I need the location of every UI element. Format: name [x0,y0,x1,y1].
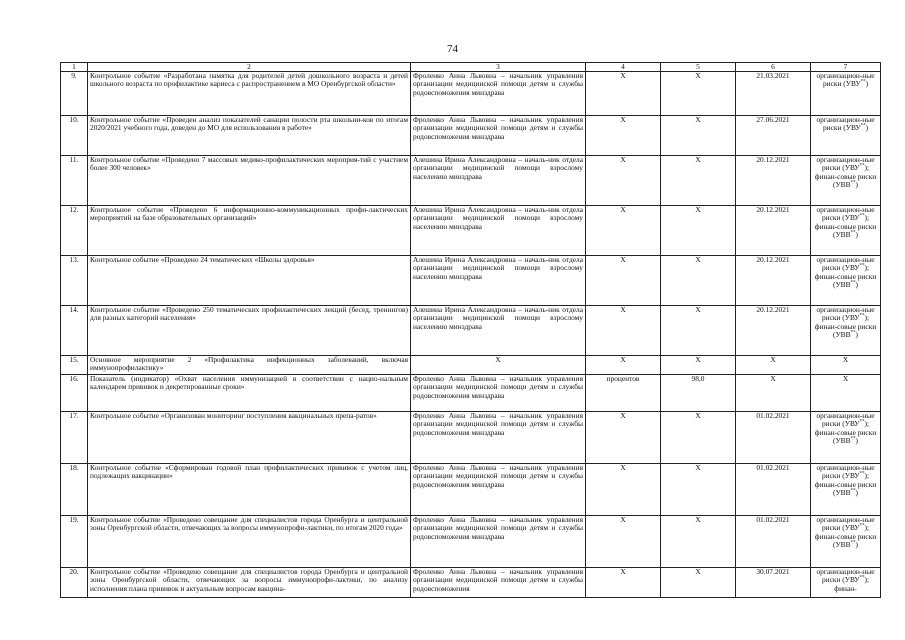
row-risks [811,568,881,598]
row-value: X [661,356,736,375]
risk-text: ) [855,279,859,289]
risk-text: ) [855,329,859,339]
row-description: Контрольное событие «Организован мониторинг поступления вакцинальных препа-ратов» [88,412,411,464]
row-number: 13. [61,256,88,306]
risk-text: ); финан-совые риски (УВВ [814,213,877,239]
table-row [61,116,881,156]
risk-text: организацион-ные риски (УВУ [816,463,875,481]
row-value: X [661,464,736,516]
risk-superscript: ** [859,575,865,581]
row-number: 10. [61,116,88,156]
row-description: Контрольное событие «Сформирован годовой план профилактических прививок с учетом лиц, подлежащих вакцинации» [88,464,411,516]
row-responsible: Алешина Ирина Александровна – началь-ник отдела организации медицинской помощи взрослому населению минздрава [411,256,586,306]
table-row [61,256,881,306]
table-row [61,568,881,598]
risk-text: организацион-ные риски (УВУ [816,515,875,533]
risk-text: организацион-ные риски (УВУ [816,71,875,89]
risk-superscript: ** [850,280,856,286]
table-row [61,206,881,256]
risk-text: ); финан-совые риски (УВВ [814,313,877,339]
row-date: 20.12.2021 [736,256,811,306]
row-responsible: Алешина Ирина Александровна – началь-ник отдела организации медицинской помощи взрослому населению минздрава [411,206,586,256]
row-value: X [661,516,736,568]
row-date: 01.02.2021 [736,412,811,464]
row-responsible: X [411,356,586,375]
header-col-4: 4 [586,63,661,72]
row-responsible: Фроленко Анна Львовна – начальник управления организации медицинской помощи детям и службы родовспоможения минздрава [411,116,586,156]
header-col-6: 6 [736,63,811,72]
risk-superscript: ** [859,163,865,169]
risk-superscript: ** [859,313,865,319]
row-description: Основное мероприятие 2 «Профилактика инфекционных заболеваний, включая иммунопрофилактику» [88,356,411,375]
row-responsible: Фроленко Анна Львовна – начальник управления организации медицинской помощи детям и службы родовспоможения минздрава [411,375,586,412]
row-responsible: Фроленко Анна Львовна – начальник управления организации медицинской помощи детям и службы родовспоможения минздрава [411,412,586,464]
row-description: Контрольное событие «Проведено совещание для специалистов города Оренбурга и центральной зоны Оренбургской области, отвечающих за вопросы иммунопрофи-лактики, по анализу исполнения плана прививок и актуальным вопросам вакцина- [88,568,411,598]
row-number: 12. [61,206,88,256]
row-value: 98,0 [661,375,736,412]
header-col-1: 1 [61,63,88,72]
row-description: Контрольное событие «Проведено совещание для специалистов города Оренбурга и центральной зоны Оренбургской области, отвечающих за вопросы иммунопрофи-лактики, по итогам 2020 года» [88,516,411,568]
row-number: 18. [61,464,88,516]
risk-text: ) [855,487,859,497]
row-date: 20.12.2021 [736,156,811,206]
row-risks [811,356,881,375]
table-row [61,412,881,464]
row-description: Контрольное событие «Разработана памятка для родителей детей дошкольного возраста и детей школьного возраста по профилактике кариеса с распространением в МО Оренбургской области» [88,72,411,116]
header-col-2: 2 [88,63,411,72]
table-row [61,72,881,116]
risk-superscript: ** [850,330,856,336]
table-row [61,156,881,206]
row-risks [811,464,881,516]
row-risks [811,256,881,306]
row-number: 17. [61,412,88,464]
risk-text: организацион-ные риски (УВУ [816,305,875,323]
risk-text: ) [855,229,859,239]
row-number: 14. [61,306,88,356]
row-risks [811,156,881,206]
row-description: Контрольное событие «Проведено 250 тематических профилактических лекций (бесед, тренингов) для разных категорий населения» [88,306,411,356]
row-responsible: Фроленко Анна Львовна – начальник управления организации медицинской помощи детям и службы родовспоможения [411,568,586,598]
row-date: 01.02.2021 [736,516,811,568]
risk-text: ) [865,123,869,133]
table-row [61,464,881,516]
row-unit: процентов [586,375,661,412]
risk-text: ) [855,435,859,445]
page-number: 74 [447,43,458,55]
row-risks [811,72,881,116]
risk-superscript: ** [859,263,865,269]
row-unit: X [586,306,661,356]
row-value: X [661,206,736,256]
row-description: Контрольное событие «Проведено 7 массовых медико-профилактических мероприя-тий с участием более 300 человек» [88,156,411,206]
row-date: 30.07.2021 [736,568,811,598]
risk-text: ); финан-совые риски (УВВ [814,163,877,189]
risk-superscript: ** [859,213,865,219]
row-risks [811,375,881,412]
table-row [61,516,881,568]
row-unit: X [586,156,661,206]
row-unit: X [586,412,661,464]
row-description: Контрольное событие «Проведено 24 тематических «Школы здоровья» [88,256,411,306]
risk-text: организацион-ные риски (УВУ [816,155,875,173]
row-responsible: Фроленко Анна Львовна – начальник управления организации медицинской помощи детям и службы родовспоможения минздрава [411,72,586,116]
risk-text: ); финан-совые риски (УВВ [814,471,877,497]
row-number: 16. [61,375,88,412]
row-value: X [661,256,736,306]
row-date: 21.03.2021 [736,72,811,116]
risk-superscript: ** [859,471,865,477]
row-unit: X [586,116,661,156]
row-value: X [661,306,736,356]
row-description: Контрольное событие «Проведен анализ показателей санации полости рта школьни-ков по итогам 2020/2021 учебного года, доведен до МО для использования в работе» [88,116,411,156]
row-date: X [736,375,811,412]
header-col-3: 3 [411,63,586,72]
row-unit: X [586,464,661,516]
row-value: X [661,156,736,206]
row-responsible: Алешина Ирина Александровна – началь-ник отдела организации медицинской помощи взрослому населению минздрава [411,306,586,356]
row-value: X [661,116,736,156]
risk-text: ); финан-совые риски (УВВ [814,263,877,289]
header-col-7: 7 [811,63,881,72]
row-number: 19. [61,516,88,568]
row-number: 15. [61,356,88,375]
risk-text: организацион-ные риски (УВУ [816,411,875,429]
risk-text: ); финан-совые риски (УВВ [814,419,877,445]
row-number: 11. [61,156,88,206]
row-unit: X [586,206,661,256]
plan-table [60,62,881,598]
risk-text: ) [855,539,859,549]
risk-superscript: ** [850,488,856,494]
header-col-5: 5 [661,63,736,72]
risk-superscript: ** [860,79,866,85]
table-row [61,356,881,375]
row-description: Показатель (индикатор) «Охват населения иммунизацией в соответствии с нацио-нальным календарем прививок и декретированные сроки» [88,375,411,412]
row-date: 20.12.2021 [736,306,811,356]
row-unit: X [586,356,661,375]
risk-superscript: ** [859,419,865,425]
row-date: 27.06.2021 [736,116,811,156]
row-date: 01.02.2021 [736,464,811,516]
risk-text: организацион-ные риски (УВУ [816,255,875,273]
row-unit: X [586,568,661,598]
risk-superscript: ** [850,540,856,546]
row-value: X [661,412,736,464]
row-risks [811,116,881,156]
row-date: 20.12.2021 [736,206,811,256]
row-risks [811,516,881,568]
risk-text: организацион-ные риски (УВУ [816,205,875,223]
risk-text: X [842,355,849,364]
risk-superscript: ** [860,123,866,129]
risk-text: ); финан-совые риски (УВВ [814,523,877,549]
risk-superscript: ** [850,436,856,442]
row-value: X [661,568,736,598]
row-risks [811,306,881,356]
row-responsible: Алешина Ирина Александровна – началь-ник отдела организации медицинской помощи взрослому населению минздрава [411,156,586,206]
row-unit: X [586,72,661,116]
risk-superscript: ** [850,180,856,186]
risk-superscript: ** [850,230,856,236]
risk-text: ); финан- [834,575,870,593]
risk-text: ) [865,79,869,89]
risk-superscript: ** [859,523,865,529]
row-value: X [661,72,736,116]
header-row [61,63,881,72]
risk-text: организацион-ные риски (УВУ [816,115,875,133]
row-responsible: Фроленко Анна Львовна – начальник управления организации медицинской помощи детям и службы родовспоможения минздрава [411,516,586,568]
row-description: Контрольное событие «Проведено 6 информационно-коммуникационных профи-лактических мероприятий на базе образовательных организаций» [88,206,411,256]
row-unit: X [586,256,661,306]
risk-text: X [842,374,849,383]
risk-text: ) [855,179,859,189]
row-number: 9. [61,72,88,116]
row-risks [811,206,881,256]
row-unit: X [586,516,661,568]
row-responsible: Фроленко Анна Львовна – начальник управления организации медицинской помощи детям и службы родовспоможения минздрава [411,464,586,516]
row-risks [811,412,881,464]
row-date: X [736,356,811,375]
table-row [61,306,881,356]
row-number: 20. [61,568,88,598]
table-row [61,375,881,412]
risk-text: организацион-ные риски (УВУ [816,567,875,585]
